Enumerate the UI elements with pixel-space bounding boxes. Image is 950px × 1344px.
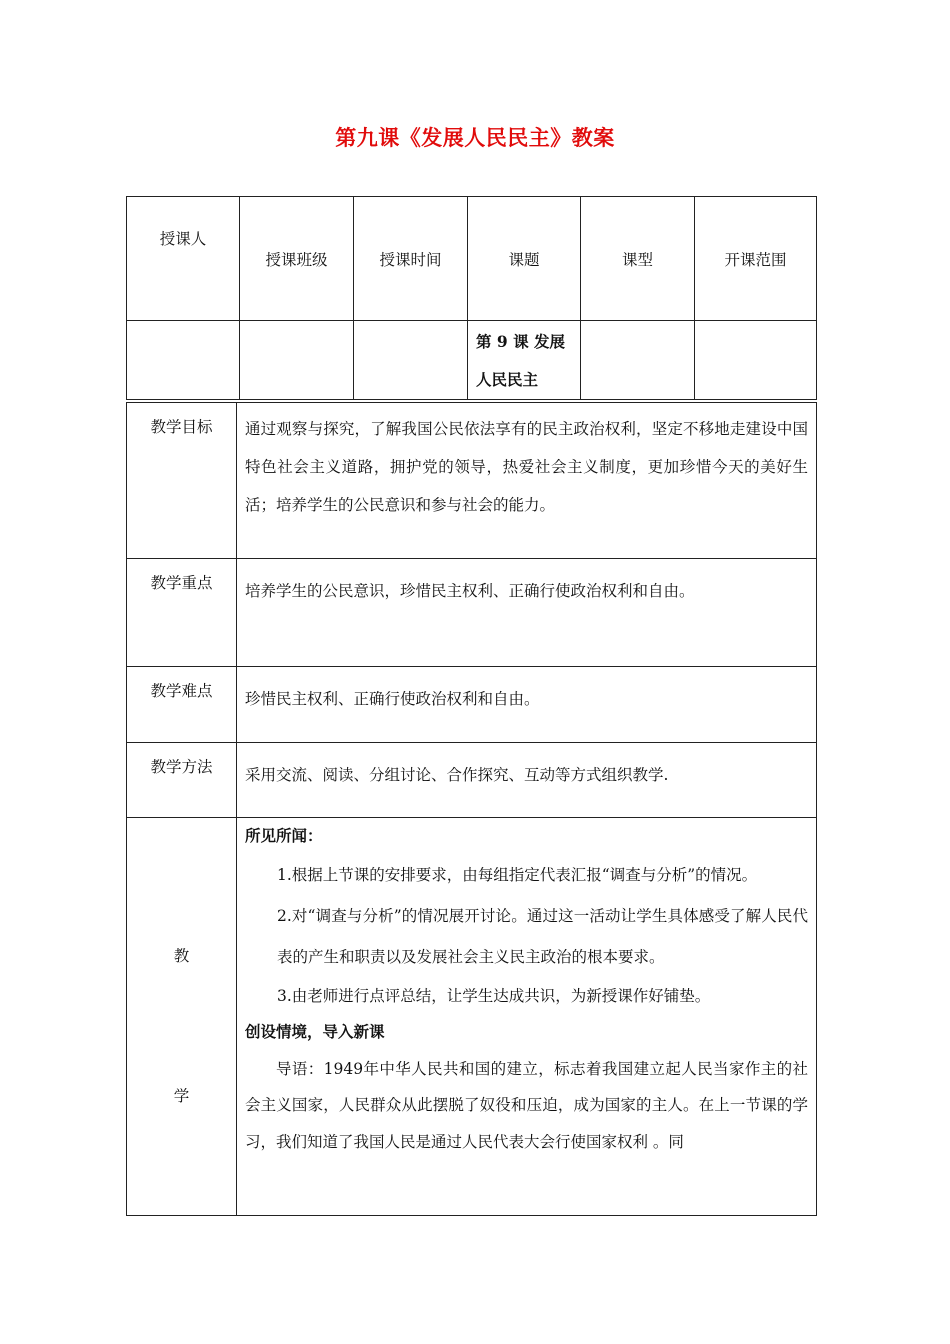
process-item-1: 1.根据上节课的安排要求，由每组指定代表汇报“调查与分析”的情况。 [277,865,758,884]
header-scope: 开课范围 [695,197,817,321]
value-teacher [127,321,240,400]
section-title-observation: 所见所闻： [245,826,323,845]
header-time: 授课时间 [354,197,468,321]
difficult-text: 珍惜民主权利、正确行使政治权利和自由。 [237,667,817,743]
goal-row [127,403,817,559]
key-row [127,559,817,667]
process-item-2: 2.对“调查与分析”的情况展开讨论。通过这一活动让学生具体感受了解人民代表的产生和职责以及发展社会主义民主政治的根本要求。 [277,906,808,966]
header-topic: 课题 [468,197,581,321]
process-label-cell [127,818,237,1216]
goal-label: 教学目标 [127,403,237,559]
value-scope [695,321,817,400]
process-label-jiao: 教 [173,947,190,965]
info-value-row [127,321,817,400]
value-topic [468,321,581,400]
process-content [237,818,817,1216]
difficult-label: 教学难点 [127,667,237,743]
key-text: 培养学生的公民意识，珍惜民主权利、正确行使政治权利和自由。 [237,559,817,667]
key-label: 教学重点 [127,559,237,667]
topic-line-2: 人民民主 [476,370,539,389]
method-row [127,743,817,818]
info-header-row [127,197,817,321]
page-title: 第九课《发展人民民主》教案 [335,125,615,150]
goal-text: 通过观察与探究，了解我国公民依法享有的民主政治权利，坚定不移地走建设中国特色社会主义道路，拥护党的领导，热爱社会主义制度，更加珍惜今天的美好生活；培养学生的公民意识和参与社会的能力。 [237,403,817,559]
process-label-xue: 学 [173,1087,190,1105]
header-class: 授课班级 [240,197,354,321]
header-type: 课型 [581,197,695,321]
difficult-row [127,667,817,743]
value-type [581,321,695,400]
info-table [126,196,817,400]
process-row [127,818,817,1216]
intro-text: 导语：1949年中华人民共和国的建立，标志着我国建立起人民当家作主的社会主义国家，人民群众从此摆脱了奴役和压迫，成为国家的主人。在上一节课的学习，我们知道了我国人民是通过人民代表大会行使国家权利 。同 [245,1059,808,1151]
method-label: 教学方法 [127,743,237,818]
header-teacher: 授课人 [127,197,240,321]
plan-table [126,402,817,1216]
value-time [354,321,468,400]
value-class [240,321,354,400]
section-title-intro: 创设情境，导入新课 [245,1022,385,1041]
method-text: 采用交流、阅读、分组讨论、合作探究、互动等方式组织教学. [237,743,817,818]
topic-line-1: 第 9 课 发展 [476,332,565,351]
process-item-3: 3.由老师进行点评总结，让学生达成共识，为新授课作好铺垫。 [277,986,711,1005]
